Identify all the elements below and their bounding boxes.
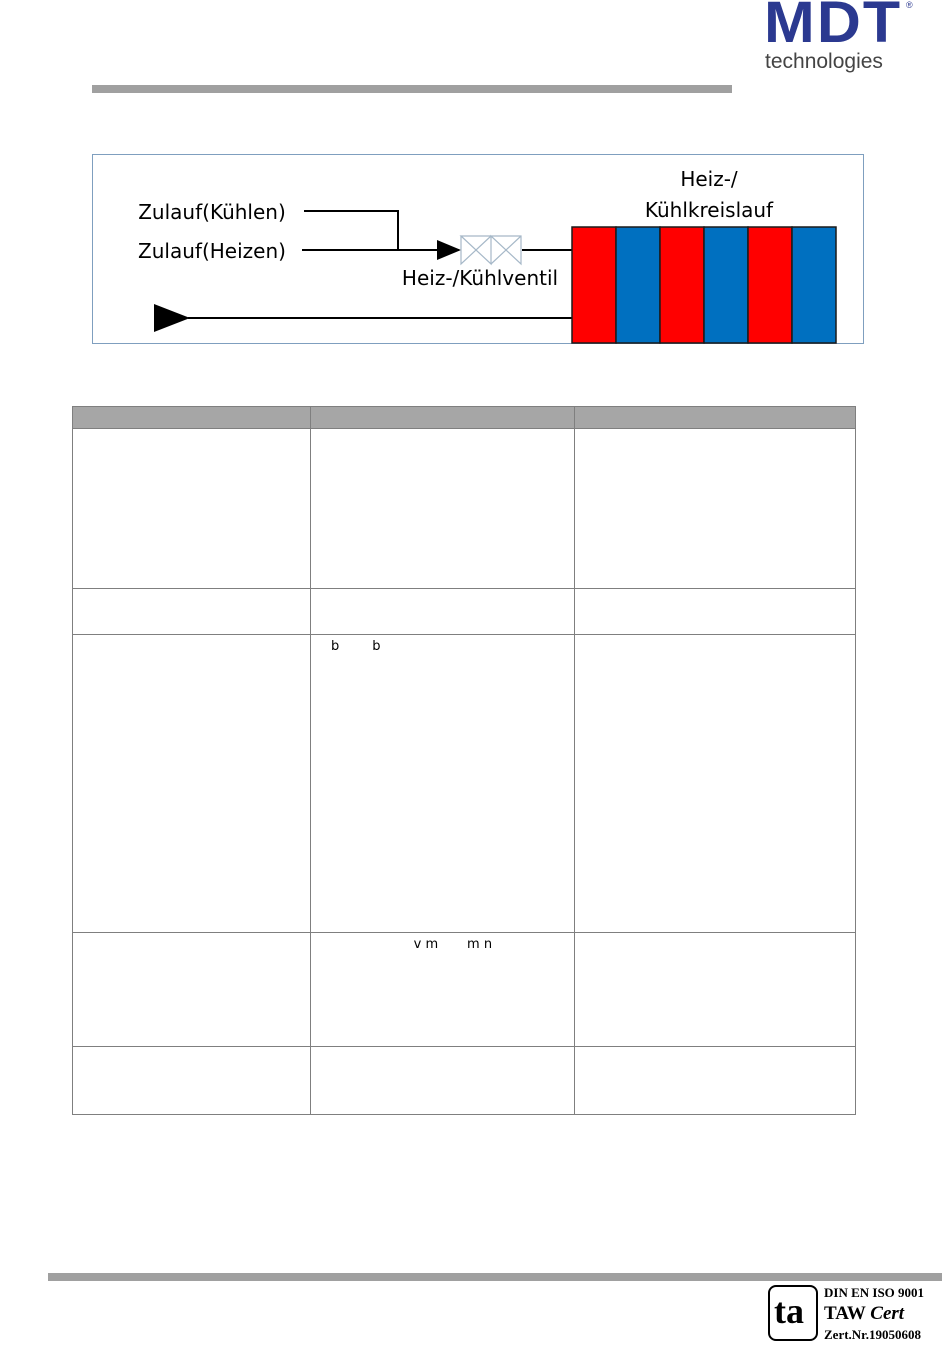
header-rule bbox=[92, 85, 732, 93]
cell-text bbox=[73, 429, 310, 433]
table-row bbox=[73, 429, 856, 589]
cell-text bbox=[311, 589, 574, 593]
table-cell bbox=[311, 635, 575, 933]
cert-issuer-suffix: Cert bbox=[870, 1303, 905, 1324]
cell-text bbox=[575, 589, 855, 593]
cert-standard: DIN EN ISO 9001 bbox=[824, 1285, 925, 1300]
circuit-segment-cold bbox=[704, 227, 748, 343]
table-header-row bbox=[73, 407, 856, 429]
cell-text bbox=[575, 429, 855, 433]
table-row bbox=[73, 589, 856, 635]
table-cell bbox=[73, 589, 311, 635]
logo-tagline: technologies bbox=[765, 50, 883, 73]
logo-wordmark: MDT bbox=[764, 0, 903, 55]
cell-text bbox=[73, 635, 310, 639]
label-valve: Heiz-/Kühlventil bbox=[401, 266, 559, 290]
parameter-table bbox=[72, 406, 856, 1115]
cell-text bbox=[575, 635, 855, 639]
mdt-logo bbox=[762, 0, 922, 80]
cell-text bbox=[73, 933, 310, 937]
cell-text bbox=[311, 429, 574, 433]
cell-text bbox=[311, 1047, 574, 1051]
table-cell bbox=[311, 429, 575, 589]
table-cell bbox=[575, 589, 856, 635]
certification-logo bbox=[768, 1285, 940, 1345]
heating-cooling-circuit bbox=[572, 227, 836, 343]
table-row bbox=[73, 933, 856, 1047]
table-cell bbox=[73, 635, 311, 933]
cell-text bbox=[575, 933, 855, 937]
circuit-segment-cold bbox=[616, 227, 660, 343]
cell-text: v m m n bbox=[331, 937, 493, 952]
label-supply-cooling: Zulauf(Kühlen) bbox=[138, 200, 286, 224]
label-circuit-line2: Kühlkreislauf bbox=[644, 198, 774, 222]
cell-text bbox=[73, 589, 310, 593]
cell-text bbox=[575, 1047, 855, 1051]
table-cell bbox=[73, 429, 311, 589]
table-cell bbox=[311, 589, 575, 635]
table-cell bbox=[311, 933, 575, 1047]
cell-text bbox=[73, 1047, 310, 1051]
label-circuit-line1: Heiz-/ bbox=[680, 167, 738, 191]
cert-issuer bbox=[824, 1303, 904, 1325]
circuit-segment-hot bbox=[748, 227, 792, 343]
heating-cooling-circuit-diagram bbox=[92, 154, 864, 344]
table-cell bbox=[73, 933, 311, 1047]
cert-number: Zert.Nr.19050608 bbox=[824, 1327, 922, 1342]
label-supply-heating: Zulauf(Heizen) bbox=[138, 239, 286, 263]
table-cell bbox=[575, 933, 856, 1047]
table-header-cell bbox=[73, 407, 311, 429]
circuit-segment-hot bbox=[660, 227, 704, 343]
table-row bbox=[73, 635, 856, 933]
table-cell bbox=[575, 429, 856, 589]
table-row bbox=[73, 1047, 856, 1115]
footer-rule bbox=[48, 1273, 942, 1281]
badge-text: ta bbox=[774, 1291, 804, 1331]
table-header-cell bbox=[311, 407, 575, 429]
cell-text: b b bbox=[331, 639, 381, 654]
logo-registered-mark: ® bbox=[906, 0, 913, 10]
table-cell bbox=[73, 1047, 311, 1115]
table-cell bbox=[575, 635, 856, 933]
table-cell bbox=[575, 1047, 856, 1115]
circuit-segment-hot bbox=[572, 227, 616, 343]
circuit-segment-cold bbox=[792, 227, 836, 343]
table-header-cell bbox=[575, 407, 856, 429]
taw-badge-icon bbox=[768, 1285, 818, 1341]
cert-issuer-name: TAW bbox=[824, 1303, 871, 1324]
table-cell bbox=[311, 1047, 575, 1115]
